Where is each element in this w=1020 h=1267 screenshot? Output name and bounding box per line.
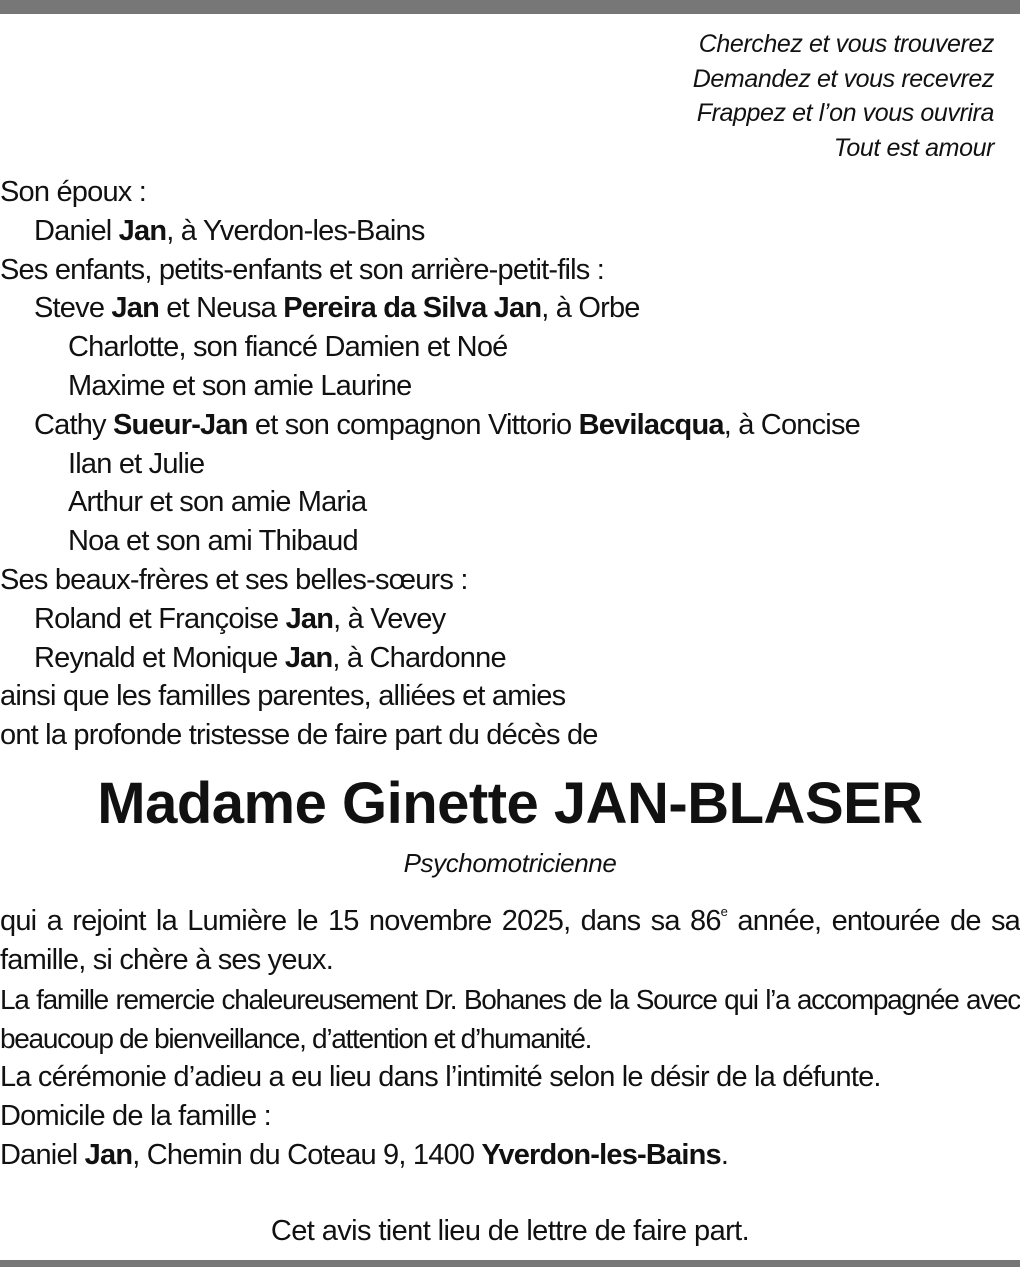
inlaw-entry-reynald: Reynald et Monique Jan, à Chardonne (34, 641, 506, 674)
grandchild-entry: Noa et son ami Thibaud (68, 525, 358, 558)
grandchild-entry: Ilan et Julie (68, 447, 205, 480)
bottom-rule (0, 1260, 1020, 1267)
announcement-line: ont la profonde tristesse de faire part du décès de (0, 719, 598, 752)
grandchild-entry: Charlotte, son fiancé Damien et Noé (68, 331, 508, 364)
child-entry-cathy: Cathy Sueur-Jan et son compagnon Vittorio Bevilacqua, à Concise (34, 408, 860, 441)
children-heading: Ses enfants, petits-enfants et son arrière-petit-fils : (0, 253, 604, 286)
domicile-heading: Domicile de la famille : (0, 1100, 271, 1132)
deceased-name: Madame Ginette JAN-BLASER (97, 771, 923, 836)
family-list (0, 173, 860, 755)
spouse-heading: Son époux : (0, 176, 146, 208)
child-entry-steve: Steve Jan et Neusa Pereira da Silva Jan, à Orbe (34, 292, 640, 325)
poem-line: Demandez et vous recevrez (692, 64, 994, 93)
top-rule (0, 0, 1020, 14)
details-block (0, 902, 1020, 1175)
spouse-entry: Daniel Jan, à Yverdon-les-Bains (34, 214, 425, 247)
thanks-paragraph: La famille remercie chaleureusement Dr. Bohanes de la Source qui l’a accompagnée avec beaucoup de bienveillance, d’attention et d’humanité. (0, 984, 1020, 1054)
grandchild-entry: Arthur et son amie Maria (68, 486, 367, 519)
poem-line: Frappez et l’on vous ouvrira (696, 99, 994, 127)
epigraph-poem (693, 27, 994, 165)
ceremony-paragraph: La cérémonie d’adieu a eu lieu dans l’intimité selon le désir de la défunte. (0, 1061, 881, 1093)
inlaw-entry-roland: Roland et Françoise Jan, à Vevey (34, 602, 446, 635)
relatives-line: ainsi que les familles parentes, alliées et amies (0, 680, 566, 713)
inlaws-heading: Ses beaux-frères et ses belles-sœurs : (0, 563, 468, 596)
grandchild-entry: Maxime et son amie Laurine (68, 369, 412, 402)
poem-line: Tout est amour (833, 133, 994, 162)
closing-note: Cet avis tient lieu de lettre de faire part. (270, 1215, 750, 1247)
poem-line: Cherchez et vous trouverez (698, 30, 994, 58)
domicile-address: Daniel Jan, Chemin du Coteau 9, 1400 Yverdon-les-Bains. (0, 1139, 729, 1171)
deceased-profession: Psychomotricienne (403, 848, 617, 878)
passing-paragraph: qui a rejoint la Lumière le 15 novembre 2025, dans sa 86e année, entourée de sa famille, si chère à ses yeux. (0, 904, 1020, 976)
